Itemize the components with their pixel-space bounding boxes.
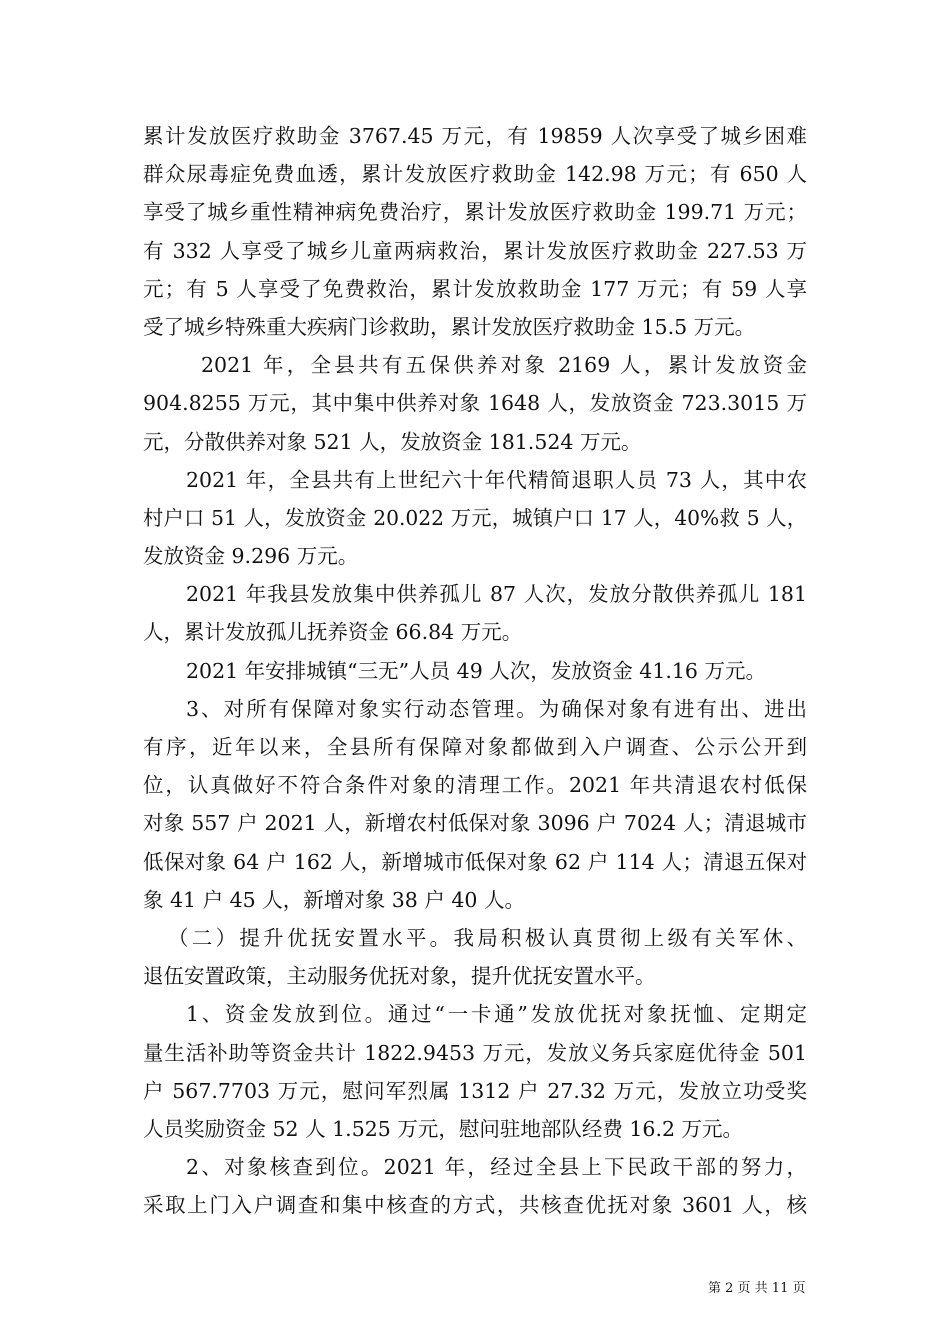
text-line: 户 567.7703 万元，慰问军烈属 1312 户 27.32 万元，发放立功受奖	[143, 1078, 807, 1103]
text-line: 受了城乡特殊重大疾病门诊救助，累计发放医疗救助金 15.5 万元。	[143, 314, 756, 339]
text-line: 2021 年，全县共有五保供养对象 2169 人，累计发放资金	[201, 353, 807, 378]
text-line: 退伍安置政策，主动服务优抚对象，提升优抚安置水平。	[143, 964, 656, 989]
text-line: 低保对象 64 户 162 人，新增城市低保对象 62 户 114 人；清退五保对	[143, 849, 807, 874]
text-line: 群众尿毒症免费血透，累计发放医疗救助金 142.98 万元；有 650 人	[143, 162, 807, 187]
document-body	[143, 117, 807, 1224]
text-line: 对象 557 户 2021 人，新增农村低保对象 3096 户 7024 人；清退城市	[143, 811, 807, 836]
text-line: （二）提升优抚安置水平。我局积极认真贯彻上级有关军休、	[168, 925, 807, 950]
text-line: 人员奖励资金 52 人 1.525 万元，慰问驻地部队经费 16.2 万元。	[143, 1116, 744, 1141]
text-line: 发放资金 9.296 万元。	[143, 544, 359, 569]
text-line: 享受了城乡重性精神病免费治疗，累计发放医疗救助金 199.71 万元；	[143, 200, 807, 225]
text-line: 3、对所有保障对象实行动态管理。为确保对象有进有出、进出	[186, 696, 807, 721]
text-line: 2021 年我县发放集中供养孤儿 87 人次，发放分散供养孤儿 181	[186, 582, 807, 607]
text-line: 元，分散供养对象 521 人，发放资金 181.524 万元。	[143, 429, 642, 454]
text-line: 村户口 51 人，发放资金 20.022 万元，城镇户口 17 人，40%救 5 人，	[143, 505, 807, 530]
page-number: 第 2 页 共 11 页	[708, 1281, 806, 1296]
text-line: 有序，近年以来，全县所有保障对象都做到入户调查、公示公开到	[143, 735, 807, 759]
text-line: 量生活补助等资金共计 1822.9453 万元，发放义务兵家庭优待金 501	[143, 1040, 807, 1065]
text-line: 2、对象核查到位。2021 年，经过全县上下民政干部的努力，	[186, 1155, 807, 1180]
text-line: 2021 年，全县共有上世纪六十年代精简退职人员 73 人，其中农	[186, 467, 807, 492]
text-line: 累计发放医疗救助金 3767.45 万元，有 19859 人次享受了城乡困难	[143, 124, 807, 148]
text-line: 有 332 人享受了城乡儿童两病救治，累计发放医疗救助金 227.53 万	[143, 238, 807, 263]
text-line: 采取上门入户调查和集中核查的方式，共核查优抚对象 3601 人，核	[143, 1193, 807, 1218]
text-line: 位，认真做好不符合条件对象的清理工作。2021 年共清退农村低保	[143, 773, 807, 798]
text-line: 904.8255 万元，其中集中供养对象 1648 人，发放资金 723.3015 万	[143, 391, 807, 416]
text-line: 人，累计发放孤儿抚养资金 66.84 万元。	[143, 620, 523, 645]
text-line: 1、资金发放到位。通过“一卡通”发放优抚对象抚恤、定期定	[186, 1002, 807, 1027]
text-line: 象 41 户 45 人，新增对象 38 户 40 人。	[143, 887, 525, 912]
text-line: 2021 年安排城镇“三无”人员 49 人次，发放资金 41.16 万元。	[186, 658, 766, 683]
text-line: 元；有 5 人享受了免费救治，累计发放救助金 177 万元；有 59 人享	[143, 276, 807, 301]
